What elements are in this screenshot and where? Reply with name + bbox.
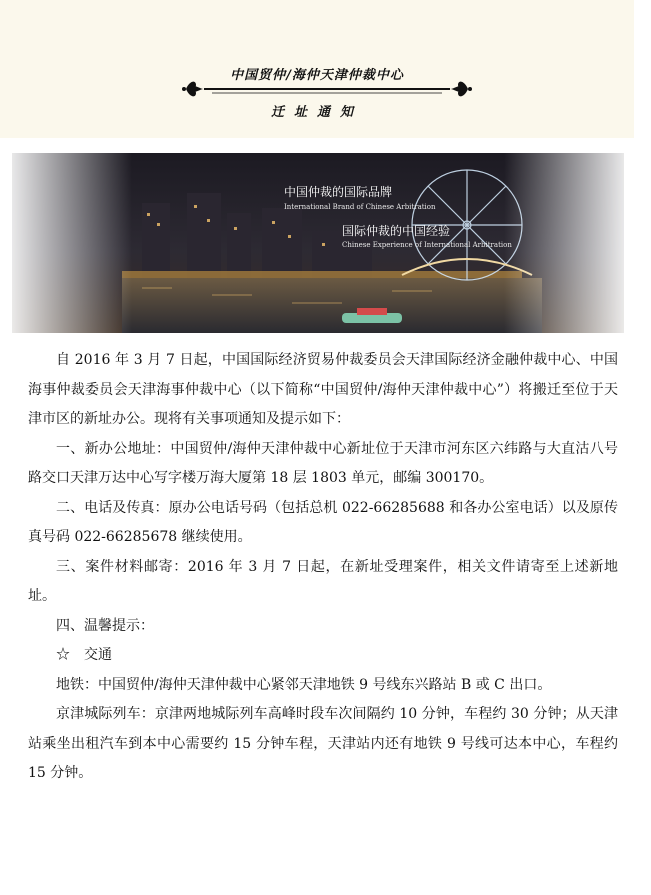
- city-night-banner: [12, 153, 624, 333]
- metro-paragraph: 地铁：中国贸仲/海仲天津仲裁中心紧邻天津地铁 9 号线东兴路站 B 或 C 出口。: [56, 676, 552, 693]
- phone-fax-paragraph: 二、电话及传真：原办公电话号码（包括总机 022-66285688 和各办公室电话）以及原传真号码 022-66285678 继续使用。: [28, 499, 618, 545]
- banner-slogan-2: 国际仲裁的中国经验: [342, 224, 451, 238]
- intercity-paragraph: 京津城际列车：京津两地城际列车高峰时段车次间隔约 10 分钟，车程约 30 分钟；从天津站乘坐出租汽车到本中心需要约 15 分钟车程，天津站内还有地铁 9 号线可达本中心，车程约 15 分钟。: [28, 706, 618, 781]
- organization-title: 中国贸仲/海仲天津仲裁中心: [230, 68, 404, 83]
- transport-heading: ☆ 交通: [56, 647, 112, 663]
- fleur-de-lis-divider-icon: [182, 74, 472, 104]
- banner-slogan-2-english: Chinese Experience of International Arbitration: [342, 241, 512, 249]
- banner-slogan-1-english: International Brand of Chinese Arbitration: [284, 203, 436, 211]
- intro-paragraph: 自 2016 年 3 月 7 日起，中国国际经济贸易仲裁委员会天津国际经济金融仲裁中心、中国海事仲裁委员会天津海事仲裁中心（以下简称“中国贸仲/海仲天津仲裁中心”）将搬迁至位于天津市区的新址办公。现将有关事项通知及提示如下：: [28, 352, 618, 427]
- notice-title: 迁址通知: [270, 105, 363, 120]
- new-address-paragraph: 一、新办公地址：中国贸仲/海仲天津仲裁中心新址位于天津市河东区六纬路与大直沽八号路交口天津万达中心写字楼万海大厦第 18 层 1803 单元，邮编 300170。: [28, 440, 618, 486]
- tips-heading: 四、温馨提示：: [56, 617, 154, 634]
- mailing-paragraph: 三、案件材料邮寄：2016 年 3 月 7 日起，在新址受理案件，相关文件请寄至上述新地址。: [28, 558, 618, 604]
- notice-body: [28, 346, 618, 789]
- letterhead: [0, 0, 634, 138]
- banner-slogan-1: 中国仲裁的国际品牌: [284, 185, 393, 199]
